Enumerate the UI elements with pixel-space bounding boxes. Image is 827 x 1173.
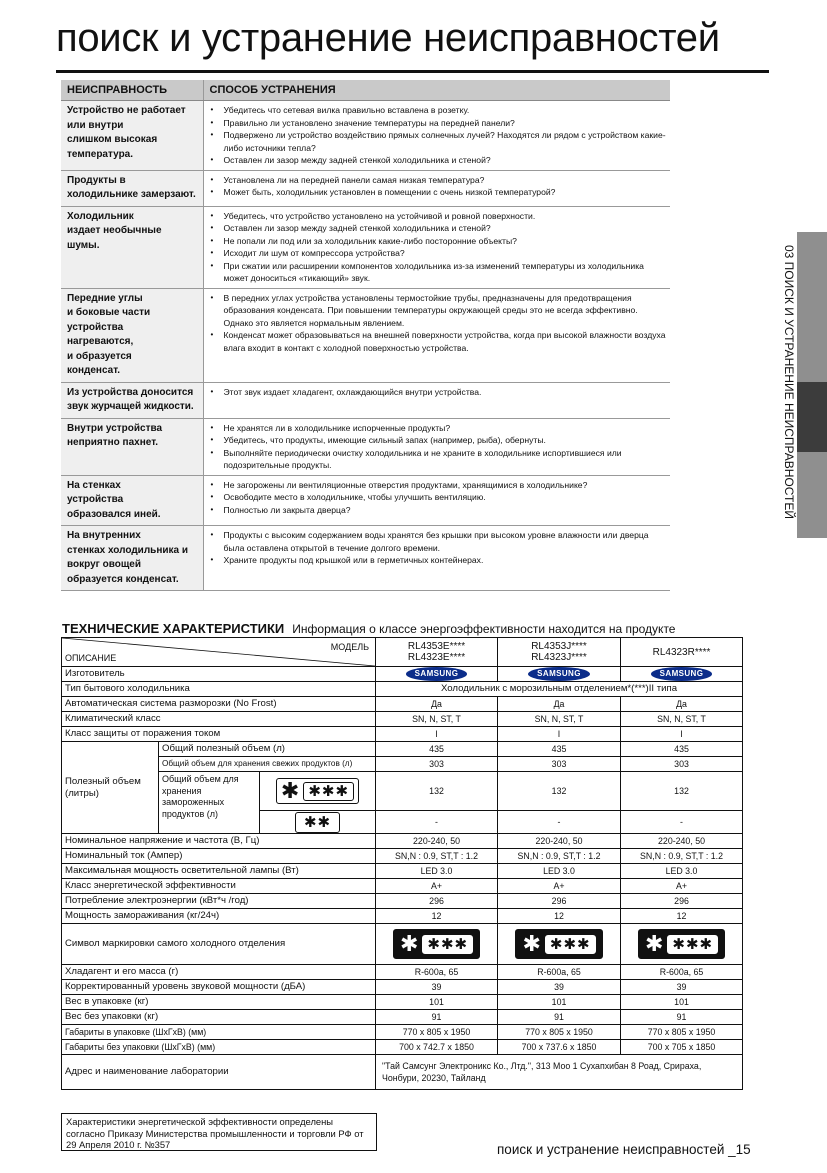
col-header-problem: НЕИСПРАВНОСТЬ <box>61 80 203 101</box>
troubleshooting-row <box>61 475 670 526</box>
problem-text: шумы. <box>67 239 100 251</box>
problem-text: слишком высокая <box>67 134 158 145</box>
problem-cell <box>61 288 203 382</box>
spec-value: R-600a, 65 <box>498 965 621 980</box>
solution-item: • Не загорожены ли вентиляционные отверстия продуктами, хранящимися в холодильнике? <box>208 479 667 492</box>
solution-list <box>208 210 667 285</box>
two-stars-icon: ✱✱ <box>303 813 332 831</box>
solution-cell <box>203 382 670 418</box>
model-name: RL4323R**** <box>652 646 711 658</box>
spec-value: - <box>376 811 498 834</box>
samsung-logo-cell <box>621 667 743 682</box>
spec-value: Да <box>498 697 621 712</box>
troubleshooting-row <box>61 418 670 475</box>
solution-item: • Продукты с высоким содержанием воды хранятся без крышки при высоком уровне влажности или дверца была оставлена открытой в течение долгого времени. <box>208 529 667 554</box>
specs-title: ТЕХНИЧЕСКИЕ ХАРАКТЕРИСТИКИ <box>62 621 285 636</box>
model-name: RL4323J**** <box>531 652 587 663</box>
samsung-logo: SAMSUNG <box>406 667 468 681</box>
model-desc-header <box>62 638 376 667</box>
spec-label-dims-pack: Габариты в упаковке (ШхГхВ) (мм) <box>62 1025 376 1040</box>
solution-item: • Исходит ли шум от компрессора устройства? <box>208 247 667 260</box>
problem-text: На стенках <box>67 479 121 491</box>
spec-value: 296 <box>621 894 743 909</box>
spec-value: 39 <box>376 980 498 995</box>
spec-value: SN, N, ST, T <box>621 712 743 727</box>
specs-table <box>61 637 743 1090</box>
side-tab-marker <box>797 382 827 452</box>
spec-label-voltage: Номинальное напряжение и частота (В, Гц) <box>62 834 376 849</box>
spec-value: A+ <box>621 879 743 894</box>
solution-list <box>208 292 667 355</box>
problem-cell <box>61 206 203 288</box>
spec-value: 296 <box>498 894 621 909</box>
troubleshooting-row <box>61 288 670 382</box>
solution-item: • Может быть, холодильник установлен в помещении с очень низкой температурой? <box>208 186 667 199</box>
spec-value: 39 <box>498 980 621 995</box>
solution-item: • Правильно ли установлено значение температуры на передней панели? <box>208 117 667 130</box>
model-header <box>376 638 498 667</box>
side-tab-label: 03 ПОИСК И УСТРАНЕНИЕ НЕИСПРАВНОСТЕЙ <box>782 245 796 519</box>
spec-value: SN, N, ST, T <box>498 712 621 727</box>
model-name: RL4353J**** <box>531 641 587 652</box>
spec-value: 303 <box>376 757 498 772</box>
spec-value: I <box>498 727 621 742</box>
spec-value: SN,N : 0.9, ST,T : 1.2 <box>376 849 498 864</box>
spec-value: R-600a, 65 <box>376 965 498 980</box>
spec-value: 700 x 737.6 x 1850 <box>498 1040 621 1055</box>
spec-value: R-600a, 65 <box>621 965 743 980</box>
spec-value: 12 <box>376 909 498 924</box>
spec-label-type: Тип бытового холодильника <box>62 682 376 697</box>
solution-list <box>208 422 667 472</box>
spec-label-refrigerant: Хладагент и его масса (г) <box>62 965 376 980</box>
model-name: RL4323E**** <box>407 652 466 663</box>
coldest-symbol <box>498 924 621 965</box>
spec-value: LED 3.0 <box>498 864 621 879</box>
spec-value: LED 3.0 <box>376 864 498 879</box>
spec-value: SN,N : 0.9, ST,T : 1.2 <box>498 849 621 864</box>
samsung-logo-cell <box>498 667 621 682</box>
spec-label-vol-frozen: Общий объем для хранения замороженных продуктов (л) <box>159 772 260 834</box>
solution-cell <box>203 418 670 475</box>
spec-value: Да <box>376 697 498 712</box>
coldest-symbol <box>621 924 743 965</box>
samsung-logo: SAMSUNG <box>528 667 590 681</box>
solution-cell <box>203 170 670 206</box>
solution-item: • В передних углах устройства установлены термостойкие трубы, предназначены для предотвращения образования конденсата. При повышении температуры окружающей среды это не всегда эффективно. Однако это является нормальным явлением. <box>208 292 667 330</box>
spec-value: 91 <box>376 1010 498 1025</box>
solution-item: • Убедитесь, что продукты, имеющие сильный запах (например, рыба), обернуты. <box>208 434 667 447</box>
col-header-solution: СПОСОБ УСТРАНЕНИЯ <box>203 80 670 101</box>
page-footer: поиск и устранение неисправностей _15 <box>497 1142 751 1157</box>
problem-text: стенках холодильника и <box>67 544 189 556</box>
spec-label-weight-net: Вес без упаковки (кг) <box>62 1010 376 1025</box>
spec-label-climate: Климатический класс <box>62 712 376 727</box>
spec-value: A+ <box>376 879 498 894</box>
freezer-2star-symbol <box>260 811 376 834</box>
solution-cell <box>203 526 670 591</box>
spec-value: SN,N : 0.9, ST,T : 1.2 <box>621 849 743 864</box>
spec-value: 91 <box>498 1010 621 1025</box>
problem-text: температура. <box>67 148 134 160</box>
spec-label-volume: Полезный объем (литры) <box>62 742 159 834</box>
troubleshooting-table <box>61 80 670 591</box>
spec-value: - <box>621 811 743 834</box>
solution-item: • Оставлен ли зазор между задней стенкой холодильника и стеной? <box>208 222 667 235</box>
problem-text: неприятно пахнет. <box>67 437 158 448</box>
freezer-3star-symbol <box>260 772 376 811</box>
solution-item: • Конденсат может образовываться на внешней поверхности устройства, когда при высокой влажности воздуха влага входит в контакт с холодной поверхностью устройства. <box>208 329 667 354</box>
solution-cell <box>203 101 670 171</box>
solution-item: • Этот звук издает хладагент, охлаждающийся внутри устройства. <box>208 386 667 399</box>
spec-label-lamp: Максимальная мощность осветительной лампы (Вт) <box>62 864 376 879</box>
spec-label-noise: Корректированный уровень звуковой мощности (дБА) <box>62 980 376 995</box>
problem-text: образовался иней. <box>67 508 161 520</box>
spec-label-symbol: Символ маркировки самого холодного отделения <box>62 924 376 965</box>
spec-value: 700 x 705 x 1850 <box>621 1040 743 1055</box>
spec-label-vol-total: Общий полезный объем (л) <box>159 742 376 757</box>
solution-item: • Подвержено ли устройство воздействию прямых солнечных лучей? Находятся ли рядом с устройством какие-либо источники тепла? <box>208 129 667 154</box>
spec-value: 435 <box>498 742 621 757</box>
problem-text: издает необычные <box>67 225 162 236</box>
problem-text: Передние углы <box>67 292 143 304</box>
problem-text: звук журчащей жидкости. <box>67 401 194 412</box>
problem-text: На внутренних <box>67 530 141 541</box>
problem-text: образуется конденсат. <box>67 573 179 585</box>
problem-text: Устройство не работает <box>67 105 186 116</box>
troubleshooting-row <box>61 526 670 591</box>
solution-cell <box>203 288 670 382</box>
spec-value: 101 <box>621 995 743 1010</box>
spec-value: 435 <box>376 742 498 757</box>
samsung-logo-cell <box>376 667 498 682</box>
spec-value: 132 <box>498 772 621 811</box>
solution-item: • При сжатии или расширении компонентов холодильника из-за изменений температуры из холодильника может доноситься «тикающий» звук. <box>208 260 667 285</box>
title-rule <box>56 70 769 73</box>
spec-label-maker: Изготовитель <box>62 667 376 682</box>
spec-value: 700 x 742.7 x 1850 <box>376 1040 498 1055</box>
desc-label: ОПИСАНИЕ <box>65 653 117 663</box>
troubleshooting-row <box>61 206 670 288</box>
coldest-symbol <box>376 924 498 965</box>
problem-text: устройства <box>67 321 124 333</box>
problem-text: и боковые части <box>67 307 151 318</box>
spec-value: 303 <box>498 757 621 772</box>
spec-label-freezing: Мощность замораживания (кг/24ч) <box>62 909 376 924</box>
spec-value: 220-240, 50 <box>498 834 621 849</box>
troubleshooting-row <box>61 382 670 418</box>
spec-value-type: Холодильник с морозильным отделением*(***)II типа <box>376 682 743 697</box>
spec-value-lab: "Тай Самсунг Электроникс Ко., Лтд.", 313 Моо 1 Сухапхибан 8 Роад, Срираха, Чонбури, 20230, Тайланд <box>376 1055 743 1090</box>
model-label: МОДЕЛЬ <box>330 642 370 652</box>
problem-text: Продукты в <box>67 174 126 186</box>
spec-label-energy-class: Класс энергетической эффективности <box>62 879 376 894</box>
spec-value: 101 <box>498 995 621 1010</box>
problem-cell <box>61 475 203 526</box>
problem-cell <box>61 170 203 206</box>
spec-value: Да <box>621 697 743 712</box>
problem-text: Из устройства доносится <box>67 386 194 398</box>
spec-value: 91 <box>621 1010 743 1025</box>
solution-item: • Установлена ли на передней панели самая низкая температура? <box>208 174 667 187</box>
spec-label-consumption: Потребление электроэнергии (кВт*ч /год) <box>62 894 376 909</box>
side-tab <box>797 232 827 538</box>
spec-value: 12 <box>498 909 621 924</box>
solution-item: • Выполняйте периодически очистку холодильника и не храните в холодильнике испортившиеся или подозрительные продукты. <box>208 447 667 472</box>
three-stars-icon: ✱✱✱ <box>545 935 596 954</box>
spec-value: I <box>621 727 743 742</box>
specs-subtitle: Информация о классе энергоэффективности находится на продукте <box>292 622 676 636</box>
spec-value: 770 x 805 x 1950 <box>621 1025 743 1040</box>
solution-item: • Убедитесь, что устройство установлено на устойчивой и ровной поверхности. <box>208 210 667 223</box>
spec-value: 132 <box>376 772 498 811</box>
spec-value: LED 3.0 <box>621 864 743 879</box>
solution-item: • Освободите место в холодильнике, чтобы улучшить вентиляцию. <box>208 491 667 504</box>
three-stars-icon: ✱✱✱ <box>422 935 473 954</box>
spec-label-nofrost: Автоматическая система разморозки (No Frost) <box>62 697 376 712</box>
spec-value: 770 x 805 x 1950 <box>376 1025 498 1040</box>
spec-value: 12 <box>621 909 743 924</box>
spec-value: A+ <box>498 879 621 894</box>
snowflake-icon: ✱ <box>644 931 664 956</box>
spec-value: I <box>376 727 498 742</box>
problem-text: вокруг овощей <box>67 559 141 570</box>
model-name: RL4353E**** <box>407 641 466 652</box>
troubleshooting-row <box>61 101 670 171</box>
problem-text: Холодильник <box>67 210 134 222</box>
solution-item: • Оставлен ли зазор между задней стенкой холодильника и стеной? <box>208 154 667 167</box>
spec-label-vol-fresh: Общий объем для хранения свежих продуктов (л) <box>159 757 376 772</box>
problem-text: устройства <box>67 494 124 505</box>
troubleshooting-row <box>61 170 670 206</box>
solution-list <box>208 104 667 167</box>
problem-text: конденсат. <box>67 365 121 376</box>
snowflake-icon: ✱ <box>522 931 541 956</box>
spec-label-lab: Адрес и наименование лаборатории <box>62 1055 376 1090</box>
spec-label-weight-pack: Вес в упаковке (кг) <box>62 995 376 1010</box>
solution-item: • Не попали ли под или за холодильник какие-либо посторонние объекты? <box>208 235 667 248</box>
spec-value: 39 <box>621 980 743 995</box>
three-stars-icon: ✱✱✱ <box>667 935 718 954</box>
model-header <box>621 638 743 667</box>
problem-cell <box>61 101 203 171</box>
spec-label-dims-net: Габариты без упаковки (ШхГхВ) (мм) <box>62 1040 376 1055</box>
problem-cell <box>61 382 203 418</box>
spec-value: 770 x 805 x 1950 <box>498 1025 621 1040</box>
problem-cell <box>61 418 203 475</box>
samsung-logo: SAMSUNG <box>651 667 713 681</box>
solution-item: • Убедитесь что сетевая вилка правильно вставлена в розетку. <box>208 104 667 117</box>
solution-cell <box>203 206 670 288</box>
solution-list <box>208 174 667 199</box>
energy-footnote: Характеристики энергетической эффективности определены согласно Приказу Министерства промышленности и торговли РФ от 29 Апреля 2010 г. №357 <box>61 1113 377 1151</box>
solution-item: • Полностью ли закрыта дверца? <box>208 504 667 517</box>
spec-value: 435 <box>621 742 743 757</box>
problem-text: Внутри устройства <box>67 422 163 434</box>
spec-value: 132 <box>621 772 743 811</box>
snowflake-icon: ✱ <box>399 931 419 956</box>
problem-text: или внутри <box>67 119 124 131</box>
spec-value: SN, N, ST, T <box>376 712 498 727</box>
snowflake-icon: ✱ <box>280 778 300 803</box>
model-header <box>498 638 621 667</box>
spec-value: 220-240, 50 <box>376 834 498 849</box>
solution-list <box>208 386 667 399</box>
problem-text: холодильнике замерзают. <box>67 189 196 200</box>
solution-item: • Не хранятся ли в холодильнике испорченные продукты? <box>208 422 667 435</box>
three-stars-icon: ✱✱✱ <box>303 782 354 801</box>
problem-text: нагреваются, <box>67 336 134 347</box>
problem-cell <box>61 526 203 591</box>
spec-value: - <box>498 811 621 834</box>
spec-label-current: Номинальный ток (Ампер) <box>62 849 376 864</box>
spec-value: 296 <box>376 894 498 909</box>
solution-list <box>208 479 667 517</box>
specs-heading <box>62 621 675 636</box>
spec-label-protection: Класс защиты от поражения током <box>62 727 376 742</box>
problem-text: и образуется <box>67 350 132 362</box>
solution-list <box>208 529 667 567</box>
spec-value: 220-240, 50 <box>621 834 743 849</box>
spec-value: 101 <box>376 995 498 1010</box>
page-title: поиск и устранение неисправностей <box>56 16 720 60</box>
solution-item: • Храните продукты под крышкой или в герметичных контейнерах. <box>208 554 667 567</box>
spec-value: 303 <box>621 757 743 772</box>
solution-cell <box>203 475 670 526</box>
